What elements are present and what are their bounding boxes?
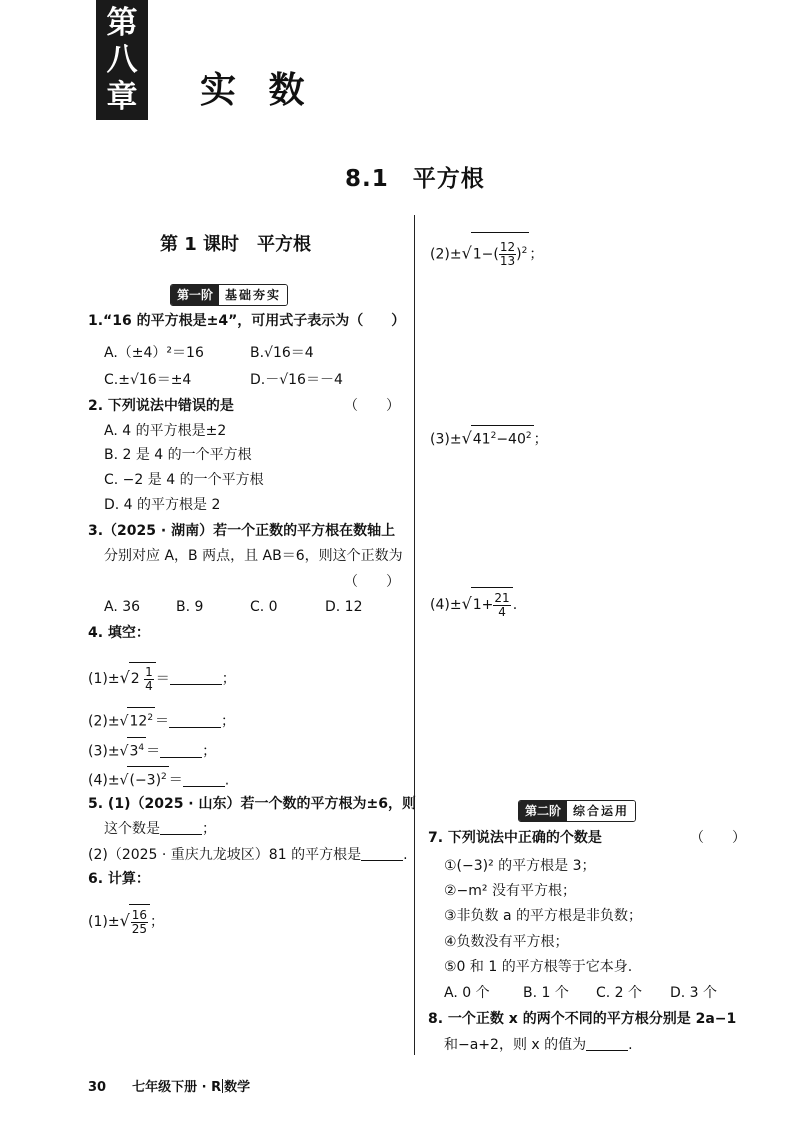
answer-blank[interactable]: [160, 743, 202, 758]
tier-badge-basic: [170, 284, 288, 306]
q3-option-b: B. 9: [176, 599, 204, 615]
q3-line-2: 分别对应 A，B 两点，且 AB＝6，则这个正数为: [104, 548, 403, 564]
fraction: $\frac{12}{13}$: [499, 240, 516, 269]
q8-line-1: 8. 一个正数 x 的两个不同的平方根分别是 2a−1: [428, 1011, 737, 1027]
answer-blank[interactable]: [586, 1036, 628, 1051]
q4-part-4: $(4)\pm√(-3)^2$ ＝ .: [88, 766, 229, 790]
q3-option-c: C. 0: [250, 599, 278, 615]
q1-option-c: C.±√16＝±4: [104, 372, 192, 388]
tier-badge-light: 综合运用: [567, 801, 635, 821]
q8-line-2: 和−a+2，则 x 的值为 .: [444, 1037, 633, 1053]
q5-line-1: 5. (1)（2025 · 山东）若一个数的平方根为±6，则: [88, 796, 416, 812]
fraction: $\frac{16}{25}$: [131, 907, 148, 936]
tier-badge-dark: 第二阶: [519, 801, 567, 821]
q7-statement-3: ③非负数 a 的平方根是非负数；: [444, 908, 643, 924]
q6-part-4: (4)±√1+ $\frac{21}{4}$ .: [430, 587, 517, 621]
chapter-char-2: 八: [106, 41, 138, 78]
q4-part-2: $(2)\pm√12^2$ ＝ ；: [88, 707, 235, 731]
q3-bracket: （ ）: [344, 574, 400, 590]
q7-bracket: （ ）: [690, 830, 746, 846]
tier-badge-dark: 第一阶: [171, 285, 219, 305]
fraction: $\frac{1}{4}$: [145, 664, 153, 693]
q7-option-a: A. 0 个: [444, 985, 490, 1001]
q7-stem: 7. 下列说法中正确的个数是: [428, 830, 602, 846]
q1-stem: 1.“16 的平方根是±4”，可用式子表示为（ ）: [88, 313, 406, 329]
q3-line-1: 3.（2025 · 湖南）若一个正数的平方根在数轴上: [88, 523, 396, 539]
radical-sign: √: [119, 668, 130, 687]
fraction: $\frac{21}{4}$: [494, 590, 510, 619]
lesson-title: 第 1 课时 平方根: [160, 234, 312, 255]
radical-body: 2 $\frac{1}{4}$: [129, 662, 156, 694]
q1-option-d: D.－√16＝－4: [250, 372, 343, 388]
answer-blank[interactable]: [183, 772, 225, 787]
chapter-char-1: 第: [106, 4, 138, 41]
q4-stem: 4. 填空：: [88, 625, 150, 641]
q1-option-a: A.（±4）²＝16: [104, 345, 204, 361]
q5-line-2: 这个数是 ；: [104, 821, 216, 837]
subject-label: 数学: [224, 1080, 251, 1095]
chapter-label-box: [96, 0, 148, 120]
q3-option-d: D. 12: [325, 599, 363, 615]
page-footer: [88, 1076, 250, 1095]
q7-option-c: C. 2 个: [596, 985, 643, 1001]
q7-statement-4: ④负数没有平方根；: [444, 934, 569, 950]
q7-option-d: D. 3 个: [670, 985, 718, 1001]
q7-statement-5: ⑤0 和 1 的平方根等于它本身.: [444, 959, 633, 975]
tier-badge-comprehensive: [518, 800, 636, 822]
q4-part-3: $(3)\pm√3^4$ ＝ ；: [88, 737, 216, 761]
q4-part-1: (1)±√2 $\frac{1}{4}$ ＝ ；: [88, 662, 236, 694]
chapter-title: 实 数: [200, 70, 315, 111]
answer-blank[interactable]: [169, 713, 221, 728]
page-number: 30: [88, 1080, 107, 1095]
q3-option-a: A. 36: [104, 599, 141, 615]
footer-divider: [222, 1079, 223, 1093]
answer-blank[interactable]: [160, 820, 202, 835]
q6-stem: 6. 计算：: [88, 871, 150, 887]
column-divider: [414, 215, 415, 1055]
book-label: 七年级下册 · R: [132, 1080, 222, 1095]
q2-option-d: D. 4 的平方根是 2: [104, 497, 221, 513]
q2-option-b: B. 2 是 4 的一个平方根: [104, 447, 252, 463]
q7-statement-1: ①(−3)² 的平方根是 3；: [444, 858, 596, 874]
q7-statement-2: ②−m² 没有平方根；: [444, 883, 576, 899]
q1-option-b: B.√16＝4: [250, 345, 314, 361]
q6-part-3: $(3)\pm√41^2-40^2$ ；: [430, 425, 548, 449]
chapter-char-3: 章: [106, 78, 138, 115]
q5-line-3: (2)（2025 · 重庆九龙坡区）81 的平方根是 .: [88, 847, 408, 863]
answer-blank[interactable]: [170, 670, 222, 685]
q7-option-b: B. 1 个: [523, 985, 569, 1001]
q2-option-c: C. −2 是 4 的一个平方根: [104, 472, 264, 488]
q2-bracket: （ ）: [344, 398, 400, 414]
q2-stem: 2. 下列说法中错误的是: [88, 398, 234, 414]
answer-blank[interactable]: [361, 846, 403, 861]
q6-part-2: (2)±√1−( $\frac{12}{13}$ )$^2$ ；: [430, 232, 543, 272]
section-title: 8.1 平方根: [345, 166, 485, 192]
q6-part-1: (1)±√ $\frac{16}{25}$ ；: [88, 904, 164, 938]
tier-badge-light: 基础夯实: [219, 285, 287, 305]
q2-option-a: A. 4 的平方根是±2: [104, 423, 227, 439]
